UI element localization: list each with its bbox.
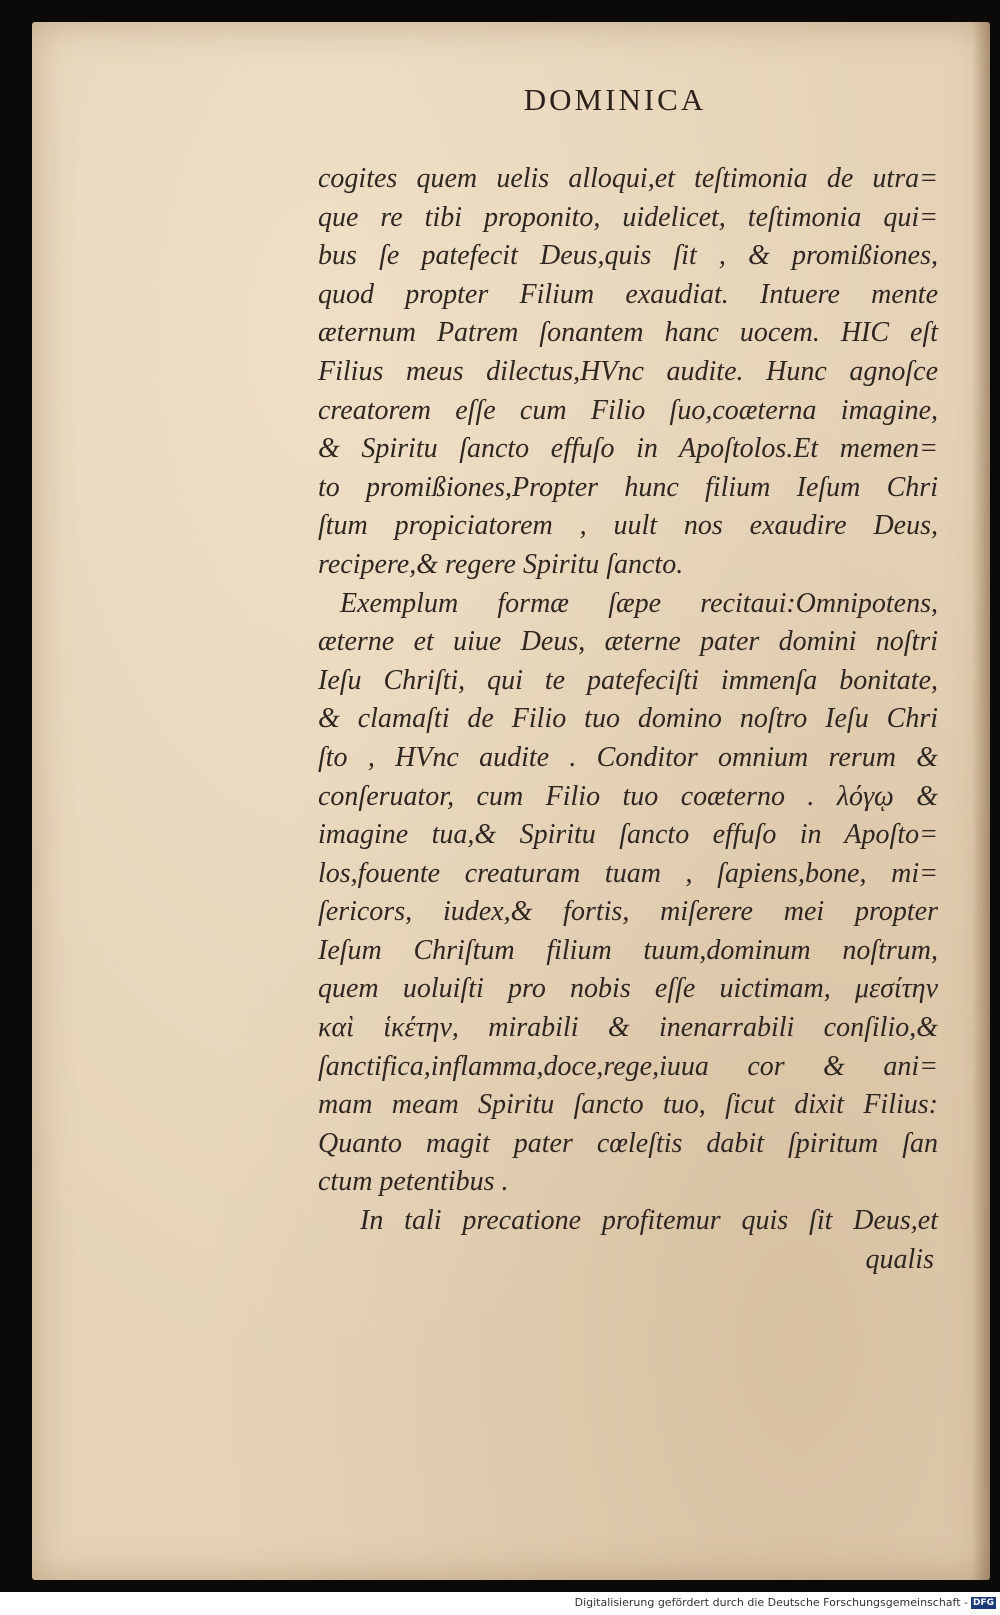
text-line: to promißiones,Propter hunc filium Ieſum Chri <box>318 471 938 503</box>
text-line: mam meam Spiritu ſancto tuo, ſicut dixit Filius: <box>318 1089 938 1121</box>
text-line: ſericors, iudex,& fortis, miſerere mei propter <box>318 896 938 928</box>
text-line: καὶ ἱκέτην, mirabili & inenarrabili conſilio,& <box>318 1012 938 1044</box>
text-line: Exemplum formæ ſæpe recitaui:Omnipotens, <box>340 587 938 619</box>
digitization-footer <box>0 1596 996 1609</box>
page-edge-shadow <box>972 22 990 1580</box>
text-line: æternum Patrem ſonantem hanc uocem. HIC eſt <box>318 317 938 349</box>
body-text <box>318 160 938 1279</box>
text-line: ſanctifica,inflamma,doce,rege,iuua cor & ani= <box>318 1050 938 1082</box>
text-line: imagine tua,& Spiritu ſancto effuſo in Apoſto= <box>318 819 938 851</box>
dfg-logo: DFG <box>972 1598 994 1608</box>
text-line: In tali precatione profitemur quis ſit Deus,et <box>360 1205 938 1237</box>
text-line: ſto , HVnc audite . Conditor omnium rerum & <box>318 741 938 773</box>
running-head: DOMINICA <box>523 82 707 117</box>
text-line: creatorem eſſe cum Filio ſuo,coæterna imagine, <box>318 394 938 426</box>
text-line: ctum petentibus . <box>318 1166 509 1198</box>
text-line: æterne et uiue Deus, æterne pater domini noſtri <box>318 626 938 658</box>
text-line: quem uoluiſti pro nobis eſſe uictimam, μεσίτην <box>318 973 938 1005</box>
text-line: recipere,& regere Spiritu ſancto. <box>318 548 684 580</box>
text-line: & clamaſti de Filio tuo domino noſtro Ieſu Chri <box>318 703 938 735</box>
text-line: Ieſu Chriſti, qui te patefeciſti immenſa bonitate, <box>318 664 938 696</box>
text-line: cogites quem uelis alloqui,et teſtimonia de utra= <box>318 163 938 194</box>
catchword: qualis <box>865 1243 934 1275</box>
text-line: conſeruator, cum Filio tuo coæterno . λόγῳ & <box>318 780 938 812</box>
footer-text: Digitalisierung gefördert durch die Deutsche Forschungsgemeinschaft - <box>574 1596 968 1609</box>
text-line: quod propter Filium exaudiat. Intuere mente <box>318 278 938 310</box>
text-line: Filius meus dilectus,HVnc audite. Hunc agnoſce <box>318 355 938 387</box>
text-line: que re tibi proponito, uidelicet, teſtimonia qui= <box>318 201 938 233</box>
text-line: Quanto magit pater cœleſtis dabit ſpiritum ſan <box>318 1127 938 1159</box>
text-line: bus ſe patefecit Deus,quis ſit , & promißiones, <box>318 240 938 272</box>
text-line: Ieſum Chriſtum filium tuum,dominum noſtrum, <box>318 934 938 966</box>
text-line: los,fouente creaturam tuam , ſapiens,bone, mi= <box>318 857 938 889</box>
text-line: ſtum propiciatorem , uult nos exaudire Deus, <box>318 510 938 542</box>
text-line: & Spiritu ſancto effuſo in Apoſtolos.Et memen= <box>318 433 938 465</box>
